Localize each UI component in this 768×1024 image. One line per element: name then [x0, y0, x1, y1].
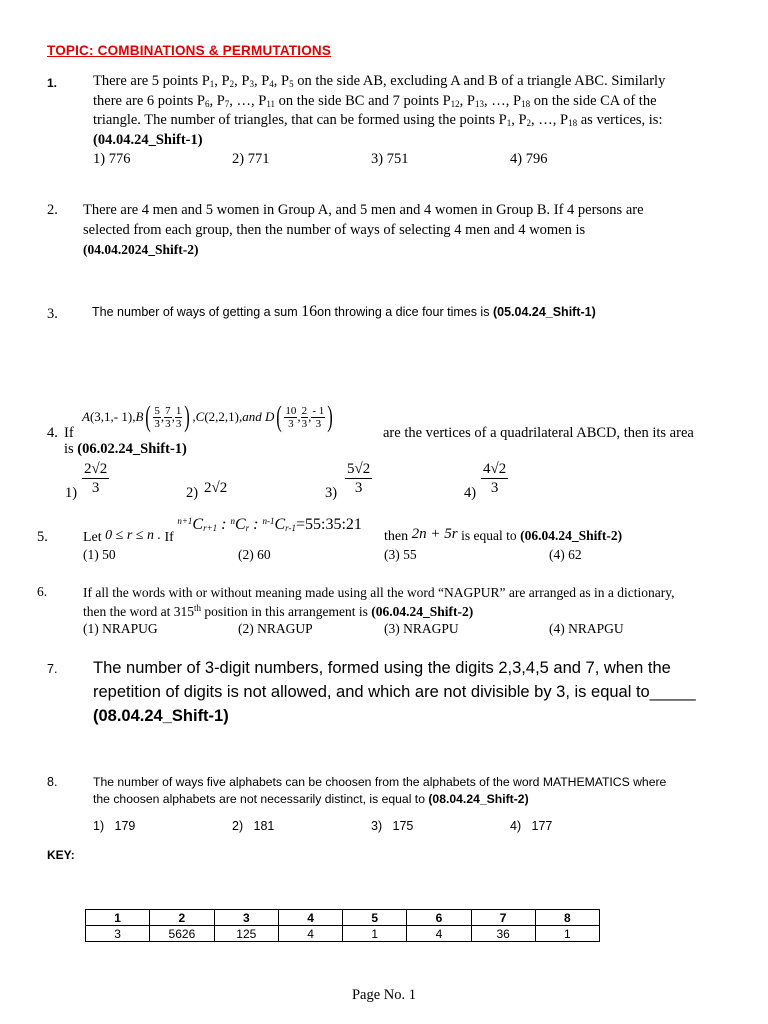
- option-1-value: $\frac{2√2}{3}$: [84, 461, 108, 496]
- question-7-line-2: repetition of digits is not allowed, and which are not divisible by 3, is equal to_____: [93, 683, 696, 701]
- option-2-label: 2): [186, 485, 199, 501]
- option-2: (2) 60: [238, 547, 271, 562]
- question-6: [83, 583, 743, 621]
- question-5-condition: 0 ≤ r ≤ n .: [105, 528, 161, 543]
- option-2: 2) 181: [232, 819, 275, 833]
- answer-key-header: 5: [343, 910, 407, 926]
- answer-key-header: 1: [86, 910, 150, 926]
- option-4: (4) 62: [549, 547, 582, 562]
- question-number: 7.: [47, 662, 58, 676]
- answer-key-header: 8: [535, 910, 599, 926]
- answer-key-cell: 4: [278, 926, 342, 942]
- answer-key-cell: 1: [535, 926, 599, 942]
- question-5: [83, 516, 362, 545]
- option-2-value: 2√2: [204, 480, 228, 496]
- question-3-text-end: on throwing a dice four times is: [317, 305, 490, 319]
- option-4-value: $\frac{4√2}{3}$: [483, 461, 507, 496]
- question-reference: (06.02.24_Shift-1): [77, 441, 187, 457]
- question-4-is: is (06.02.24_Shift-1): [64, 441, 187, 457]
- question-3-text: The number of ways of getting a sum: [92, 305, 298, 319]
- question-8-line-2: the choosen alphabets are not necessarily distinct, is equal to (08.04.24_Shift-2): [93, 792, 529, 806]
- question-4-text: are the vertices of a quadrilateral ABCD, then its area: [383, 425, 694, 441]
- question-5-expression: 2n + 5r: [411, 526, 458, 542]
- option-1: (1) NRAPUG: [83, 621, 158, 636]
- option-4: (4) NRAPGU: [549, 621, 624, 636]
- answer-key-cell: 4: [407, 926, 471, 942]
- answer-key-cell: 125: [214, 926, 278, 942]
- question-5-then: then: [384, 529, 409, 544]
- question-2-line-2: selected from each group, then the number of ways of selecting 4 men and 4 women is: [83, 221, 586, 238]
- question-1-line-3: triangle. The number of triangles, that can be formed using the points $P_1$, $P_2$, …, $P_{18}$ as vertices, is:: [93, 112, 663, 128]
- option-2: 2) 771: [232, 151, 270, 167]
- answer-key-header: 6: [407, 910, 471, 926]
- question-7-line-1: The number of 3-digit numbers, formed using the digits 2,3,4,5 and 7, when the: [93, 659, 671, 677]
- question-reference: (05.04.24_Shift-1): [492, 305, 596, 319]
- answer-key-cell: 5626: [150, 926, 214, 942]
- answer-key-cell: 1: [343, 926, 407, 942]
- question-8-line-1: The number of ways five alphabets can be choosen from the alphabets of the word MATHEMATICS where: [93, 775, 667, 789]
- question-7: [93, 656, 753, 728]
- question-3-value: 16: [301, 303, 318, 320]
- question-2-line-1: There are 4 men and 5 women in Group A, and 5 men and 4 women in Group B. If 4 persons are: [83, 202, 644, 218]
- page-number: Page No. 1: [351, 987, 417, 1003]
- question-8: [93, 774, 753, 808]
- question-5-let: Let: [83, 530, 102, 545]
- option-3: 3) 175: [371, 819, 414, 833]
- question-reference: (04.04.2024_Shift-2): [83, 242, 199, 257]
- option-1: (1) 50: [83, 547, 116, 562]
- question-1-line-2: there are 6 points $P_6$, $P_7$, …, $P_{11}$ on the side BC and 7 points $P_{12}$, $P_{13}$, …, $P_{18}$ on the side CA of the: [93, 92, 657, 109]
- question-number: 4.: [47, 425, 58, 441]
- question-4-if: If: [64, 425, 74, 441]
- option-3: (3) NRAGPU: [384, 621, 459, 636]
- answer-key-cell: 3: [86, 926, 150, 942]
- question-6-line-1: If all the words with or without meaning made using all the word “NAGPUR” are arranged as in a dictionary,: [83, 585, 675, 600]
- question-5-if: If: [164, 530, 174, 545]
- option-1: 1) 776: [93, 151, 131, 167]
- question-5-end: [384, 528, 622, 545]
- question-1: [93, 72, 733, 150]
- question-number: 6.: [37, 584, 48, 599]
- question-reference: (04.04.24_Shift-1): [93, 131, 203, 148]
- key-label: KEY:: [47, 848, 75, 862]
- page-title: TOPIC: COMBINATIONS & PERMUTATIONS: [47, 43, 332, 58]
- answer-key-row: [86, 926, 600, 942]
- question-5-combinations: $^{n+1}C_{r+1}$ : $^nC_r$ : $^{n-1}C_{r-1}$: [177, 516, 296, 533]
- question-5-text: is equal to: [461, 528, 517, 543]
- question-3: [92, 303, 596, 321]
- option-4-label: 4): [464, 485, 477, 501]
- question-reference: (08.04.24_Shift-1): [93, 707, 229, 725]
- answer-key-cell: 36: [471, 926, 535, 942]
- answer-key-table: [85, 909, 600, 942]
- question-number: 2.: [47, 202, 58, 218]
- answer-key-header: 4: [278, 910, 342, 926]
- option-1-label: 1): [65, 485, 78, 501]
- question-5-ratio: =55:35:21: [295, 516, 362, 533]
- question-number: 5.: [37, 529, 48, 545]
- answer-key-header: 7: [471, 910, 535, 926]
- option-1: 1) 179: [93, 819, 136, 833]
- option-3: 3) 751: [371, 151, 409, 167]
- question-2: [83, 201, 733, 260]
- question-6-line-2: then the word at 315th position in this arrangement is (06.04.24_Shift-2): [83, 603, 474, 619]
- option-3-value: $\frac{5√2}{3}$: [347, 461, 371, 496]
- question-number: 3.: [47, 306, 58, 322]
- option-4: 4) 796: [510, 151, 548, 167]
- question-reference: (08.04.24_Shift-2): [428, 792, 529, 806]
- question-reference: (06.04.24_Shift-2): [520, 528, 623, 543]
- answer-key-header: 2: [150, 910, 214, 926]
- option-4: 4) 177: [510, 819, 553, 833]
- option-3-label: 3): [325, 485, 338, 501]
- option-2: (2) NRAGUP: [238, 621, 313, 636]
- question-reference: (06.04.24_Shift-2): [371, 604, 474, 619]
- option-3: (3) 55: [384, 547, 417, 562]
- answer-key-header: 3: [214, 910, 278, 926]
- answer-key-header-row: [86, 910, 600, 926]
- question-number: 8.: [47, 775, 58, 789]
- question-1-line-1: There are 5 points $P_1$, $P_2$, $P_3$, $P_4$, $P_5$ on the side AB, excluding A and B of a triangle ABC. Similarly: [93, 73, 666, 89]
- question-4-points: A(3,1,- 1),B( $\frac{5}{3}$ , $\frac{7}{3}$ , $\frac{1}{3}$ ) ,C(2,2,1),and D( $\frac{10}{3}$ , $\frac{2}{3}$ , $\frac{- 1}{3}$ ): [82, 400, 334, 433]
- question-number: 1.: [47, 76, 58, 90]
